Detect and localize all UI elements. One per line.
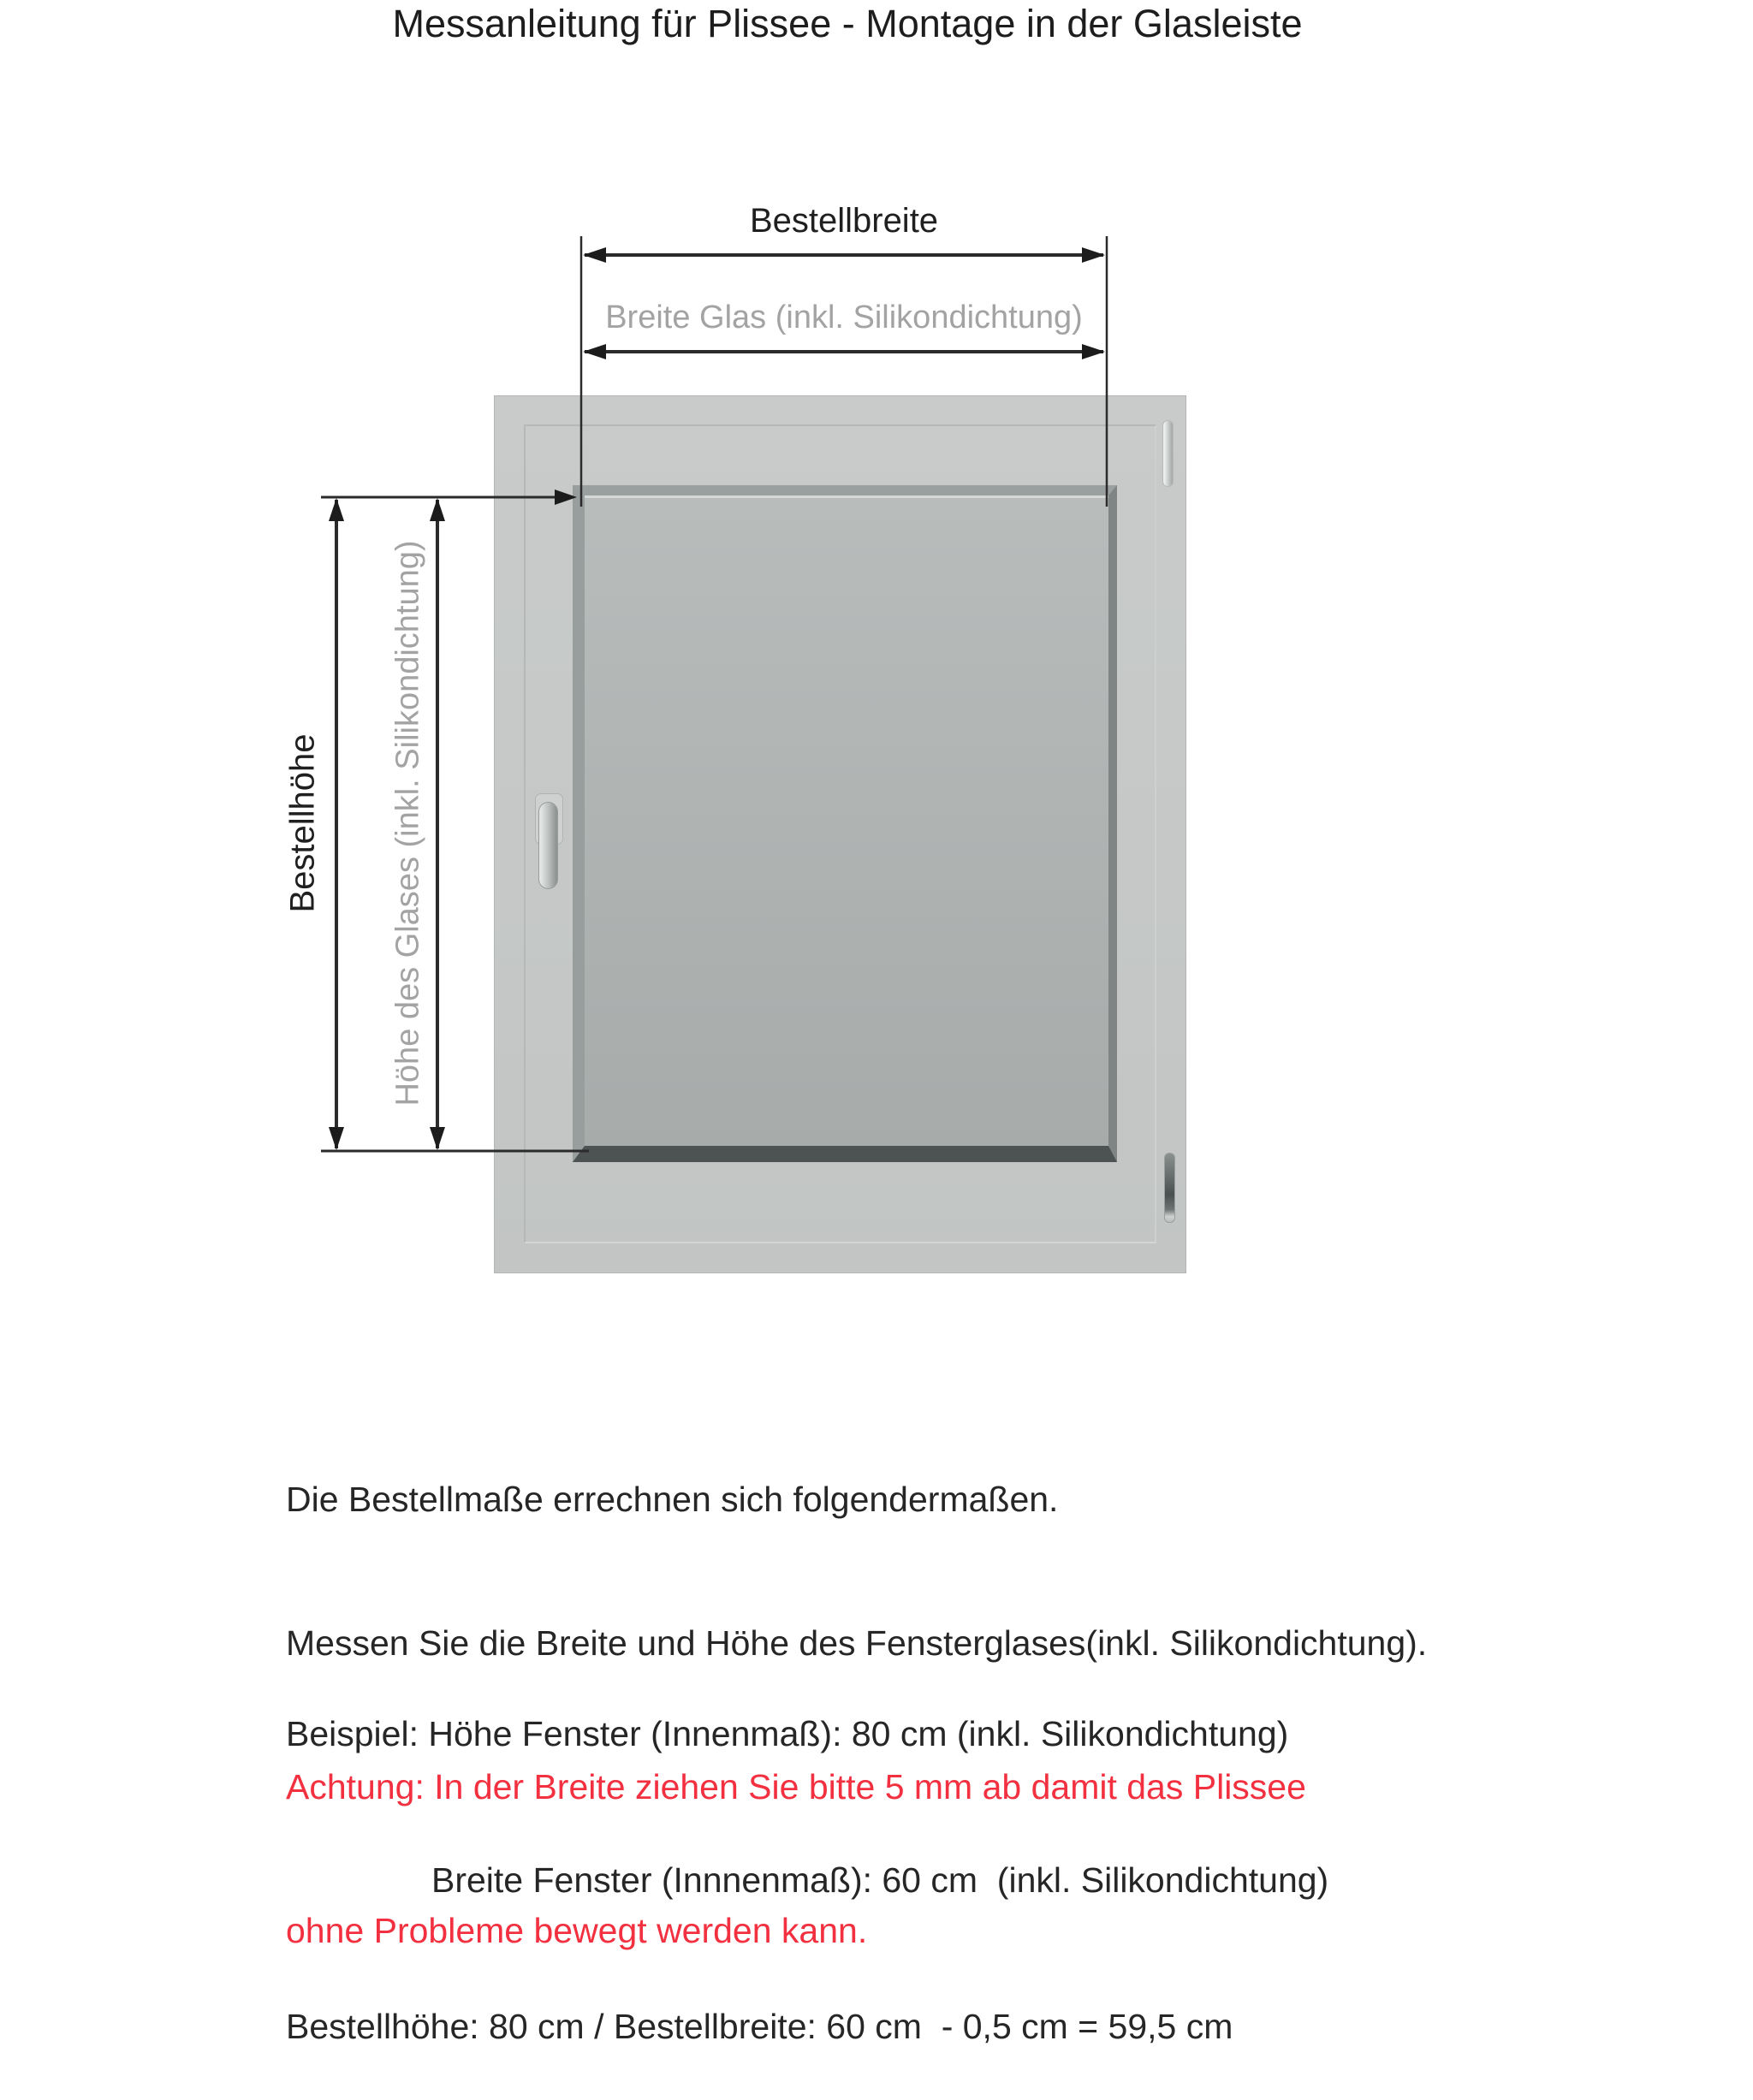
warning-line-2: ohne Probleme bewegt werden kann.: [286, 1911, 868, 1950]
window-glass-pane: [573, 485, 1117, 1162]
example-line-1: Beispiel: Höhe Fenster (Innenmaß): 80 cm (inkl. Silikondichtung): [286, 1714, 1289, 1753]
example-line-2: Breite Fenster (Innnenmaß): 60 cm (inkl. Silikondichtung): [431, 1860, 1329, 1900]
window-hinge-bottom: [1164, 1153, 1175, 1223]
example-block: [286, 1612, 1328, 2100]
window-handle: [538, 802, 558, 889]
glass-height-arrow: [430, 498, 445, 1150]
example-line-3: Bestellhöhe: 80 cm / Bestellbreite: 60 cm - 0,5 cm = 59,5 cm: [286, 2007, 1233, 2046]
order-width-arrow: [583, 247, 1105, 263]
glass-width-label: Breite Glas (inkl. Silikondichtung): [605, 300, 1083, 335]
glass-height-label: Höhe des Glases (inkl. Silikondichtung): [389, 540, 426, 1106]
glass-width-arrow: [583, 344, 1105, 359]
order-height-label: Bestellhöhe: [283, 733, 322, 913]
instructions-line-2: Messen Sie die Breite und Höhe des Fensterglases(inkl. Silikondichtung).: [286, 1623, 1428, 1663]
order-width-label: Bestellbreite: [749, 202, 939, 240]
window-frame: [494, 395, 1186, 1273]
order-height-arrow: [329, 498, 344, 1150]
window-hinge-top: [1162, 420, 1174, 487]
instructions-line-1: Die Bestellmaße errechnen sich folgendermaßen.: [286, 1480, 1059, 1519]
page-title: Messanleitung für Plissee - Montage in der Glasleiste: [392, 2, 1303, 45]
warning-line-1: Achtung: In der Breite ziehen Sie bitte 5 mm ab damit das Plissee: [286, 1767, 1306, 1806]
